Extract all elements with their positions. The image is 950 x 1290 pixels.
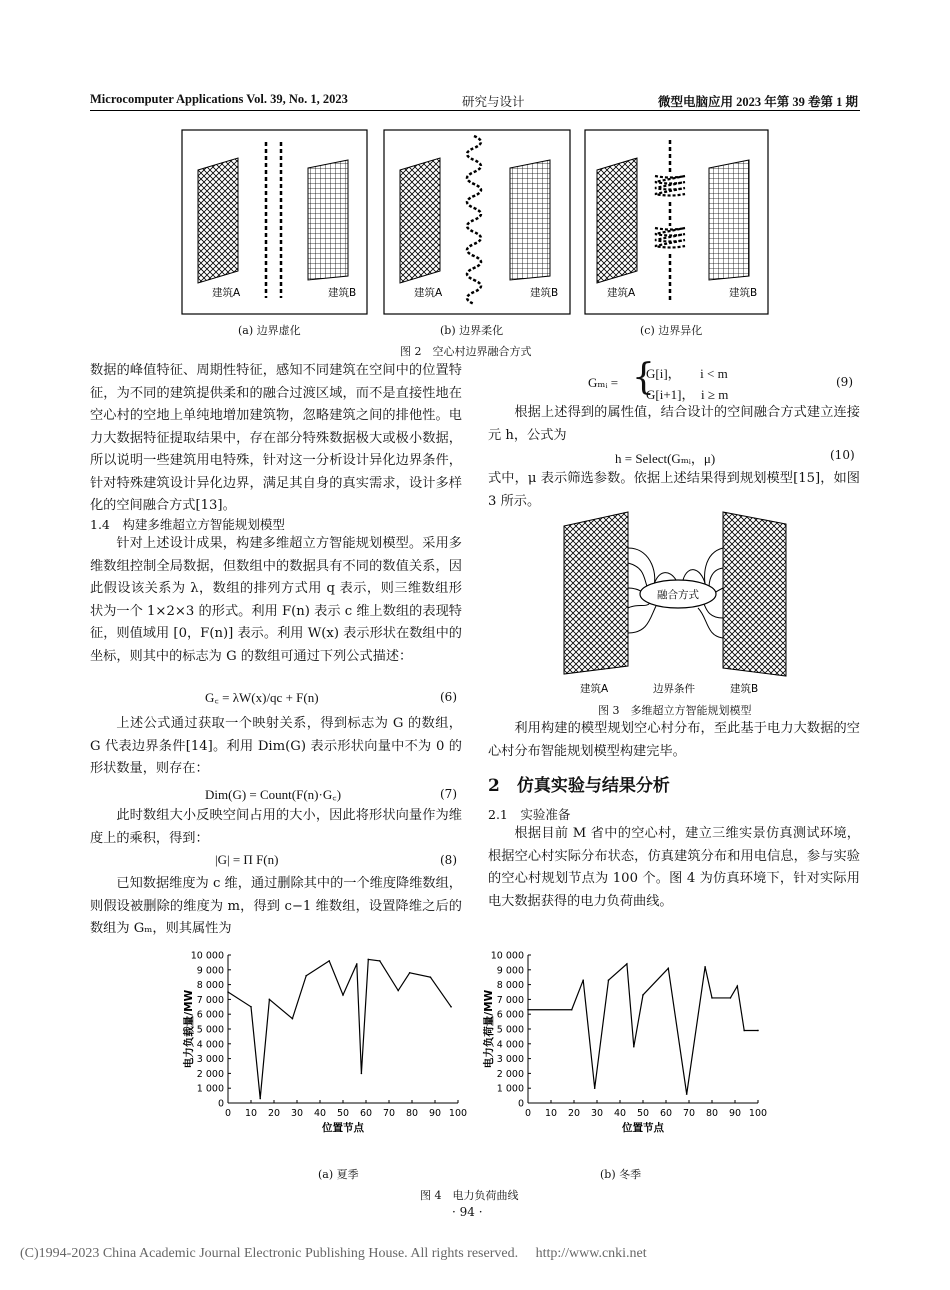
x-tick-label: 60 bbox=[659, 1108, 673, 1119]
y-tick-label: 3 000 bbox=[496, 1054, 524, 1066]
x-tick-label: 90 bbox=[728, 1108, 742, 1119]
equation-9-lhs: Gₘᵢ = bbox=[588, 375, 619, 390]
fig4-caption: 图 4 电力负荷曲线 bbox=[420, 1189, 519, 1202]
data-point bbox=[397, 990, 399, 992]
data-point bbox=[430, 976, 432, 978]
fig3-label-boundary: 边界条件 bbox=[653, 683, 695, 695]
y-tick-label: 0 bbox=[517, 1098, 524, 1110]
x-tick-label: 90 bbox=[428, 1108, 442, 1119]
y-axis-label: 电力负载量/MW bbox=[183, 989, 195, 1069]
fig2b-caption: (b) 边界柔化 bbox=[440, 324, 504, 337]
x-tick-label: 30 bbox=[590, 1108, 604, 1119]
fig2-panel-a bbox=[182, 130, 367, 314]
left-para-5: 已知数据维度为 c 维，通过删除其中的一个维度降维数组，则假设被删除的维度为 m，得到 c−1 维数组，设置降维之后的数组为 Gₘ，则其属性为 bbox=[90, 876, 462, 936]
fig2-panel-b bbox=[384, 130, 570, 314]
fig2-panel-c bbox=[585, 130, 768, 314]
right-para-4: 根据目前 M 省中的空心村，建立三维实景仿真测试环境，根据空心村实际分布状态，仿真建筑分布和用电信息，参与实验的空心村规划节点为 100 个。图 4 为仿真环境下，针对实际用电大数据获得的电力负荷曲线。 bbox=[488, 826, 860, 909]
x-axis-label: 位置节点 bbox=[622, 1122, 664, 1133]
equation-9-case-1: G[i]， i < m bbox=[646, 366, 728, 381]
y-tick-label: 10 000 bbox=[490, 950, 524, 962]
data-point bbox=[368, 959, 370, 961]
data-point bbox=[527, 1009, 529, 1011]
x-tick-label: 40 bbox=[613, 1108, 627, 1119]
right-para-2: 式中，μ 表示筛选参数。依据上述结果得到规划模型[15]，如图 3 所示。 bbox=[488, 471, 860, 509]
data-point bbox=[704, 966, 706, 968]
x-tick-label: 10 bbox=[544, 1108, 558, 1119]
series-line bbox=[228, 959, 451, 1098]
y-tick-label: 7 000 bbox=[496, 994, 524, 1006]
page-number: · 94 · bbox=[452, 1205, 483, 1219]
y-tick-label: 9 000 bbox=[196, 965, 224, 977]
right-para-1: 根据上述得到的属性值，结合设计的空间融合方式建立连接元 h，公式为 bbox=[488, 405, 860, 443]
equation-8: |G| = Π F(n) bbox=[215, 852, 279, 867]
figure-3 bbox=[558, 508, 808, 698]
figure-2 bbox=[180, 128, 770, 318]
y-tick-label: 10 000 bbox=[190, 950, 224, 962]
data-point bbox=[633, 1046, 635, 1048]
data-point bbox=[269, 999, 271, 1001]
y-tick-label: 8 000 bbox=[496, 980, 524, 992]
data-point bbox=[757, 1030, 759, 1032]
y-tick-label: 3 000 bbox=[196, 1054, 224, 1066]
x-tick-label: 70 bbox=[382, 1108, 396, 1119]
fig3-caption: 图 3 多维超立方智能规划模型 bbox=[598, 704, 752, 717]
y-tick-label: 5 000 bbox=[496, 1024, 524, 1036]
x-tick-label: 20 bbox=[567, 1108, 581, 1119]
y-tick-label: 0 bbox=[217, 1098, 224, 1110]
fig2a-caption: (a) 边界虚化 bbox=[238, 324, 301, 337]
fig4a-caption: (a) 夏季 bbox=[318, 1168, 359, 1181]
copyright-footer: (C)1994-2023 China Academic Journal Electronic Publishing House. All rights reserved. http://www.cnki.net bbox=[20, 1246, 647, 1261]
data-point bbox=[686, 1093, 688, 1095]
data-point bbox=[379, 960, 381, 962]
data-point bbox=[305, 975, 307, 977]
section-1-4-heading: 1.4 构建多维超立方智能规划模型 bbox=[90, 517, 285, 532]
equation-10: h = Select(Gₘᵢ，μ) bbox=[615, 451, 716, 466]
x-tick-label: 0 bbox=[524, 1108, 532, 1119]
y-tick-label: 5 000 bbox=[196, 1024, 224, 1036]
x-tick-label: 100 bbox=[748, 1108, 768, 1119]
x-tick-label: 10 bbox=[244, 1108, 258, 1119]
equation-9-number: (9) bbox=[836, 375, 853, 389]
y-tick-label: 4 000 bbox=[196, 1039, 224, 1051]
fig2-caption: 图 2 空心村边界融合方式 bbox=[400, 345, 532, 358]
data-point bbox=[642, 994, 644, 996]
data-point bbox=[328, 960, 330, 962]
fig2-a-label-a: 建筑A bbox=[212, 287, 241, 299]
x-tick-label: 0 bbox=[224, 1108, 232, 1119]
right-para-3: 利用构建的模型规划空心村分布，至此基于电力大数据的空心村分布智能规划模型构建完毕。 bbox=[488, 721, 860, 759]
x-tick-label: 80 bbox=[705, 1108, 719, 1119]
data-point bbox=[743, 1030, 745, 1032]
equation-6: G꜀ = λW(x)/qc + F(n) bbox=[205, 690, 319, 705]
equation-8-number: (8) bbox=[440, 853, 457, 867]
fig2-c-label-a: 建筑A bbox=[607, 287, 636, 299]
equation-7-number: (7) bbox=[440, 787, 457, 801]
x-tick-label: 50 bbox=[336, 1108, 350, 1119]
section-2-heading: 2 仿真实验与结果分析 bbox=[488, 776, 670, 796]
left-para-4: 此时数组大小反映空间占用的大小，因此将形状向量作为维度上的乘积，得到： bbox=[90, 808, 462, 846]
x-axis-label: 位置节点 bbox=[322, 1122, 364, 1133]
data-point bbox=[342, 994, 344, 996]
data-point bbox=[361, 1073, 363, 1075]
series-line bbox=[528, 964, 758, 1094]
y-tick-label: 6 000 bbox=[496, 1009, 524, 1021]
y-axis-label: 电力负荷量/MW bbox=[483, 989, 495, 1069]
data-point bbox=[250, 1006, 252, 1008]
data-point bbox=[730, 997, 732, 999]
data-point bbox=[608, 979, 610, 981]
y-tick-label: 2 000 bbox=[196, 1068, 224, 1080]
data-point bbox=[227, 991, 229, 993]
y-tick-label: 8 000 bbox=[196, 980, 224, 992]
data-point bbox=[668, 968, 670, 970]
equation-9-brace: { bbox=[632, 357, 655, 398]
fig2-b-label-a: 建筑A bbox=[414, 287, 443, 299]
y-tick-label: 6 000 bbox=[196, 1009, 224, 1021]
y-tick-label: 1 000 bbox=[196, 1083, 224, 1095]
y-tick-label: 9 000 bbox=[496, 965, 524, 977]
y-tick-label: 7 000 bbox=[196, 994, 224, 1006]
x-tick-label: 50 bbox=[636, 1108, 650, 1119]
fig4-chart-winter bbox=[470, 943, 770, 1133]
fig3-center-label: 融合方式 bbox=[657, 589, 699, 601]
fig3-label-a: 建筑A bbox=[580, 683, 609, 695]
fig2-b-label-b: 建筑B bbox=[530, 287, 559, 299]
x-tick-label: 80 bbox=[405, 1108, 419, 1119]
running-header-left: Microcomputer Applications Vol. 39, No. 1, 2023 bbox=[90, 92, 348, 106]
fig4-chart-summer bbox=[170, 943, 470, 1133]
fig2-c-label-b: 建筑B bbox=[729, 287, 758, 299]
y-tick-label: 4 000 bbox=[496, 1039, 524, 1051]
x-tick-label: 100 bbox=[448, 1108, 468, 1119]
x-tick-label: 30 bbox=[290, 1108, 304, 1119]
fig4b-caption: (b) 冬季 bbox=[600, 1168, 642, 1181]
y-tick-label: 1 000 bbox=[496, 1083, 524, 1095]
data-point bbox=[292, 1018, 294, 1020]
data-point bbox=[737, 985, 739, 987]
equation-10-number: (10) bbox=[830, 448, 855, 462]
x-tick-label: 60 bbox=[359, 1108, 373, 1119]
data-point bbox=[450, 1006, 452, 1008]
data-point bbox=[409, 972, 411, 974]
data-point bbox=[582, 979, 584, 981]
x-tick-label: 70 bbox=[682, 1108, 696, 1119]
y-tick-label: 2 000 bbox=[496, 1068, 524, 1080]
running-header-center: 研究与设计 bbox=[462, 95, 525, 109]
data-point bbox=[626, 963, 628, 965]
data-point bbox=[711, 997, 713, 999]
fig2-a-label-b: 建筑B bbox=[328, 287, 357, 299]
equation-7: Dim(G) = Count(F(n)·G꜀) bbox=[205, 787, 342, 802]
fig3-label-b: 建筑B bbox=[730, 683, 759, 695]
data-point bbox=[594, 1087, 596, 1089]
equation-6-number: (6) bbox=[440, 690, 457, 704]
x-tick-label: 20 bbox=[267, 1108, 281, 1119]
running-header-right: 微型电脑应用 2023 年第 39 卷第 1 期 bbox=[657, 95, 858, 109]
fig2c-caption: (c) 边界异化 bbox=[640, 324, 703, 337]
left-para-3: 上述公式通过获取一个映射关系，得到标志为 G 的数组，G 代表边界条件[14]。利用 Dim(G) 表示形状向量中不为 0 的形状数量，则存在： bbox=[90, 716, 462, 776]
data-point bbox=[356, 963, 358, 965]
equation-9-case-2: G[i+1]， i ≥ m bbox=[646, 387, 729, 402]
left-para-1: 数据的峰值特征、周期性特征，感知不同建筑在空间中的位置特征，为不同的建筑提供柔和的融合过渡区域，而不是直接性地在空心村的空地上单纯地增加建筑物，忽略建筑之间的排他性。电力大数据特征提取结果中，存在部分特殊数据极大或极小数据，所以说明一些建筑用电特殊，针对这一分析设计异化边界条件，针对特殊建筑设计异化边界，满足其自身的真实需求，设计多样化的空间融合方式[13]。 bbox=[90, 363, 462, 513]
data-point bbox=[571, 1009, 573, 1011]
x-tick-label: 40 bbox=[313, 1108, 327, 1119]
left-para-2: 针对上述设计成果，构建多维超立方智能规划模型。采用多维数组控制全局数据，但数组中的数据具有不同的数值关系，因此假设该关系为 λ，数组的排列方式用 q 表示，则三维数组形状为一个 1×2×3 的形式。利用 F(n) 表示 c 维上数组的表现特征，则值域用 [0，F(n)] 表示。利用 W(x) 表示形状在数组中的坐标，则其中的标志为 G 的数组可通过下列公式描述： bbox=[90, 536, 462, 664]
section-2-1-heading: 2.1 实验准备 bbox=[488, 807, 571, 822]
header-rule bbox=[90, 110, 860, 111]
data-point bbox=[259, 1098, 261, 1100]
